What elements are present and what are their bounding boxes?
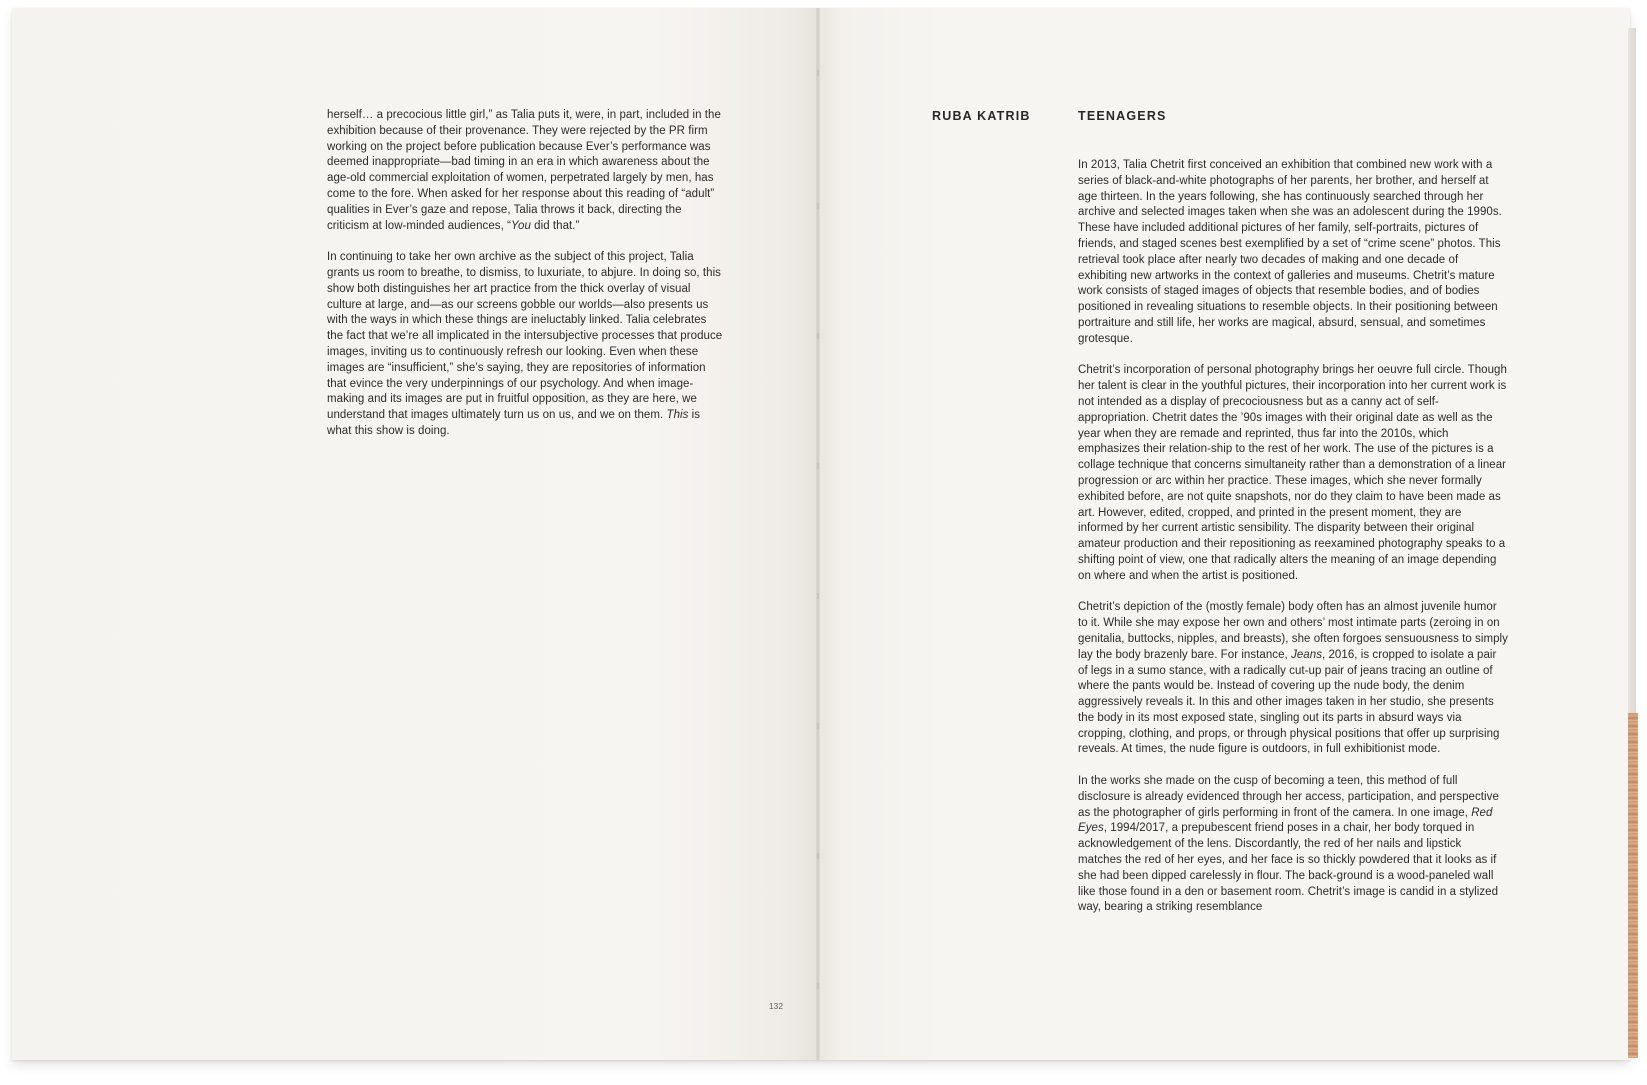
binding-stitch (817, 723, 819, 729)
text-run: did that.” (530, 219, 580, 232)
text-run: In continuing to take her own archive as the subject of this project, Talia grants us room to breathe, to dismiss, to luxuriate, to abjure. In doing so, this show both distinguishes her art practice from the thick overlay of visual culture at large, and—as our screens gobble our worlds—also presents us with the ways in which these things are ineluctably linked. Talia celebrates the fact that we’re all implicated in the intersubjective processes that produce images, inviting us to continuously refresh our looking. Even when these images are “insufficient,” she’s saying, they are repositories of information that evince the very underpinnings of our psychology. And when image-making and its images are put in fruitful opposition, as they are here, we understand that images ultimately turn us on us, and we on them. (327, 251, 723, 422)
essay-title: TEENAGERS (1078, 109, 1167, 123)
italic-text: Jeans (1291, 648, 1322, 661)
text-run: Chetrit’s depiction of the (mostly female) body often has an almost juvenile humor to it. While she may expose her own and others’ most intimate parts (zeroing in on genitalia, buttocks, nipples, and breasts), she often forgoes sensuousness to simply lay the body brazenly bare. For instance, (1078, 601, 1508, 661)
right-body-text (1078, 158, 1508, 916)
binding-stitch (817, 463, 819, 469)
text-run: Chetrit’s incorporation of personal photography brings her oeuvre full circle. Though her talent is clear in the youthful pictures, their incorporation into her current work is not intended as a display of precociousness but as a canny act of self-appropriation. Chetrit dates the ’90s images with their original date as well as the year when they are remade and reprinted, thus far into the 2010s, which emphasizes their relation-ship to the rest of her work. The use of the pictures is a collage technique that concerns simultaneity rather than a demonstration of a linear progression or arc within her practice. These images, which she never formally exhibited before, are not quite snapshots, nor do they claim to have been made as art. However, edited, cropped, and printed in the present moment, they are informed by her current artistic sensibility. The disparity between their original amateur production and their repositioning as reexamined photography speaks to a shifting point of view, one that radically alters the meaning of an image depending on where and when the artist is positioned. (1078, 364, 1507, 582)
paragraph (1078, 363, 1508, 584)
binding-stitch (817, 593, 819, 599)
book-gutter (816, 8, 820, 1060)
binding-stitch (817, 203, 819, 209)
text-run: , 2016, is cropped to isolate a pair of legs in a sumo stance, with a radically cut-up pair of jeans tracing an outline of where the pants would be. Instead of covering up the nude body, the denim aggressively reveals it. In this and other images taken in her studio, she presents the body in its most exposed state, singling out its parts in absurd ways via cropping, clothing, and props, or through physical positions that offer up surprising reveals. At times, the nude figure is outdoors, in full exhibitionist mode. (1078, 648, 1500, 756)
paragraph (327, 250, 725, 440)
paragraph (1078, 600, 1508, 758)
text-run: herself… a precocious little girl,” as Talia puts it, were, in part, included in the exhibition because of their provenance. They were rejected by the PR firm working on the project before publication because Ever’s performance was deemed inappropriate—bad timing in an era in which awareness about the age-old commercial exploitation of women, perpetrated largely by men, has come to the fore. When asked for her response about this reading of “adult” qualities in Ever’s gaze and repose, Talia throws it back, directing the criticism at low-minded audiences, “ (327, 109, 721, 232)
italic-text: Red Eyes (1078, 806, 1493, 835)
italic-text: You (510, 219, 531, 232)
paragraph (1078, 774, 1508, 916)
right-page (818, 8, 1630, 1060)
binding-stitch (817, 70, 819, 76)
binding-stitch (817, 983, 819, 989)
text-run: In 2013, Talia Chetrit first conceived an exhibition that combined new work with a series of black-and-white photographs of her parents, her brother, and herself at age thirteen. In the years following, she has continuously searched through her archive and selected images taken when she was an adolescent during the 1990s. These have included additional pictures of her family, self-portraits, pictures of friends, and staged scenes best exemplified by a set of “crime scene” photos. This retrieval took place after nearly two decades of making and one decade of exhibiting new artworks in the context of galleries and museums. Chetrit’s mature work consists of staged images of objects that resemble bodies, and of bodies positioned in revealing situations to resemble objects. In their positioning between portraiture and still life, her works are magical, absurd, sensual, and sometimes grotesque. (1078, 159, 1502, 345)
open-book (12, 8, 1630, 1060)
text-run: , 1994/2017, a prepubescent friend poses in a chair, her body torqued in acknowledgement of the lens. Discordantly, the red of her nails and lipstick matches the red of her eyes, and her face is so thickly powdered that it looks as if she had been dipped carelessly in flour. The back-ground is a wood-paneled wall like those found in a den or basement room. Chetrit’s image is candid in a stylized way, bearing a striking resemblance (1078, 822, 1499, 914)
author-name: RUBA KATRIB (932, 109, 1031, 123)
italic-text: This (666, 409, 689, 422)
paragraph (1078, 158, 1508, 348)
text-run: is what this show is doing. (327, 409, 701, 437)
page-edge-color (1628, 713, 1638, 1058)
page-number: 132 (769, 1002, 784, 1011)
text-run: In the works she made on the cusp of becoming a teen, this method of full disclosure is already evidenced through her access, participation, and perspective as the photographer of girls performing in front of the camera. In one image, (1078, 775, 1499, 819)
binding-stitch (817, 333, 819, 339)
left-body-text (327, 108, 725, 440)
binding-stitch (817, 853, 819, 859)
paragraph (327, 108, 725, 234)
left-page (12, 8, 818, 1060)
